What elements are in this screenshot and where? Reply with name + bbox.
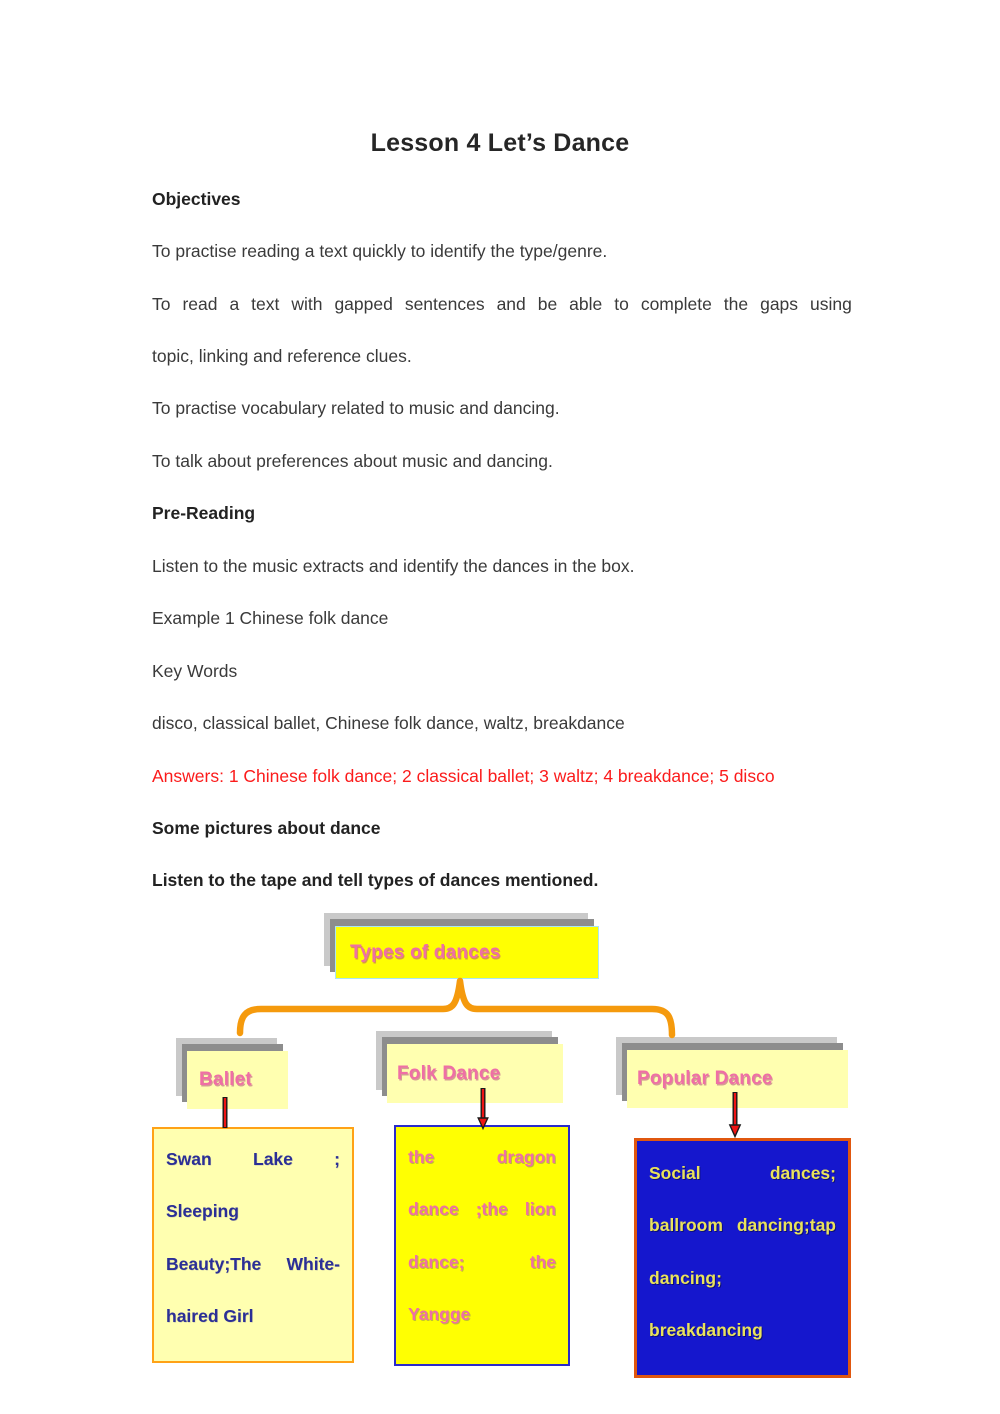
text-line: breakdancing xyxy=(649,1320,763,1341)
word: dances; xyxy=(769,1162,836,1183)
word: dance xyxy=(408,1199,459,1220)
text-line: dancing; xyxy=(649,1267,722,1288)
word: Social xyxy=(649,1162,701,1183)
text-line: To talk about preferences about music and dancing. xyxy=(152,450,553,471)
text-line xyxy=(649,1147,836,1200)
word: be xyxy=(537,293,558,314)
word: Lake xyxy=(253,1148,293,1169)
word: ballroom xyxy=(649,1215,723,1236)
diagram-root-box xyxy=(335,926,599,979)
text-line xyxy=(649,1200,836,1253)
word: gaps xyxy=(760,293,799,314)
word: able xyxy=(569,293,603,314)
word: with xyxy=(291,293,323,314)
diagram-root-label: Types of dances xyxy=(350,941,501,963)
text-line xyxy=(166,1238,340,1291)
text-line: Pre-Reading xyxy=(152,503,256,524)
word: lion xyxy=(524,1199,556,1220)
word: sentences xyxy=(404,293,485,314)
folk-dance-examples-box xyxy=(394,1125,570,1366)
branch-label-popular-dance: Popular Dance xyxy=(637,1068,773,1089)
word: dance; xyxy=(408,1251,465,1272)
diagram-branch-folk-dance xyxy=(387,1044,563,1103)
text-line: Listen to the music extracts and identify the dances in the box. xyxy=(152,555,635,576)
word: read xyxy=(182,293,218,314)
word: White- xyxy=(286,1253,340,1274)
popular-dance-examples-box xyxy=(634,1138,851,1378)
branch-label-ballet: Ballet xyxy=(199,1069,252,1090)
word: the xyxy=(529,1251,556,1272)
word: the xyxy=(723,293,749,314)
text-line xyxy=(166,1133,340,1186)
text-line: haired Girl xyxy=(166,1306,254,1327)
down-arrow-popular xyxy=(730,1092,740,1137)
text-line xyxy=(408,1131,556,1184)
word: ;the xyxy=(475,1199,508,1220)
text-line: To practise reading a text quickly to identify the type/genre. xyxy=(152,241,608,262)
down-arrow-folk xyxy=(478,1088,488,1129)
text-line: disco, classical ballet, Chinese folk dance, waltz, breakdance xyxy=(152,713,625,734)
word: Beauty;The xyxy=(166,1253,262,1274)
text-line: Some pictures about dance xyxy=(152,817,381,838)
text-line: Answers: 1 Chinese folk dance; 2 classical ballet; 3 waltz; 4 breakdance; 5 disco xyxy=(152,765,775,786)
text-line xyxy=(152,278,852,330)
text-line xyxy=(408,1184,556,1237)
word: a xyxy=(229,293,240,314)
text-line: Listen to the tape and tell types of dances mentioned. xyxy=(152,870,599,891)
word: dragon xyxy=(496,1146,556,1167)
text-line: Objectives xyxy=(152,188,241,209)
word: complete xyxy=(640,293,712,314)
word: To xyxy=(152,293,171,314)
connector-overlay xyxy=(140,905,860,1405)
text-line: Example 1 Chinese folk dance xyxy=(152,608,389,629)
word: Swan xyxy=(166,1148,212,1169)
text-line: Yangge xyxy=(408,1304,471,1325)
word: gapped xyxy=(334,293,393,314)
body-text xyxy=(152,173,852,907)
text-line: To practise vocabulary related to music and dancing. xyxy=(152,398,560,419)
diagram-branch-popular-dance xyxy=(627,1050,848,1108)
page-title: Lesson 4 Let’s Dance xyxy=(370,129,630,157)
branch-label-folk-dance: Folk Dance xyxy=(397,1062,501,1084)
brace-connector xyxy=(240,981,672,1035)
word: to xyxy=(614,293,629,314)
text-line xyxy=(408,1236,556,1289)
word: ; xyxy=(334,1148,340,1169)
word: using xyxy=(810,293,852,314)
word: dancing;tap xyxy=(736,1215,836,1236)
diagram-branch-ballet xyxy=(187,1051,288,1109)
text-line: Sleeping xyxy=(166,1201,239,1222)
text-line: Key Words xyxy=(152,660,238,681)
word: the xyxy=(408,1146,435,1167)
text-line: topic, linking and reference clues. xyxy=(152,346,412,367)
word: text xyxy=(251,293,280,314)
ballet-examples-box xyxy=(152,1127,354,1363)
word: and xyxy=(496,293,526,314)
